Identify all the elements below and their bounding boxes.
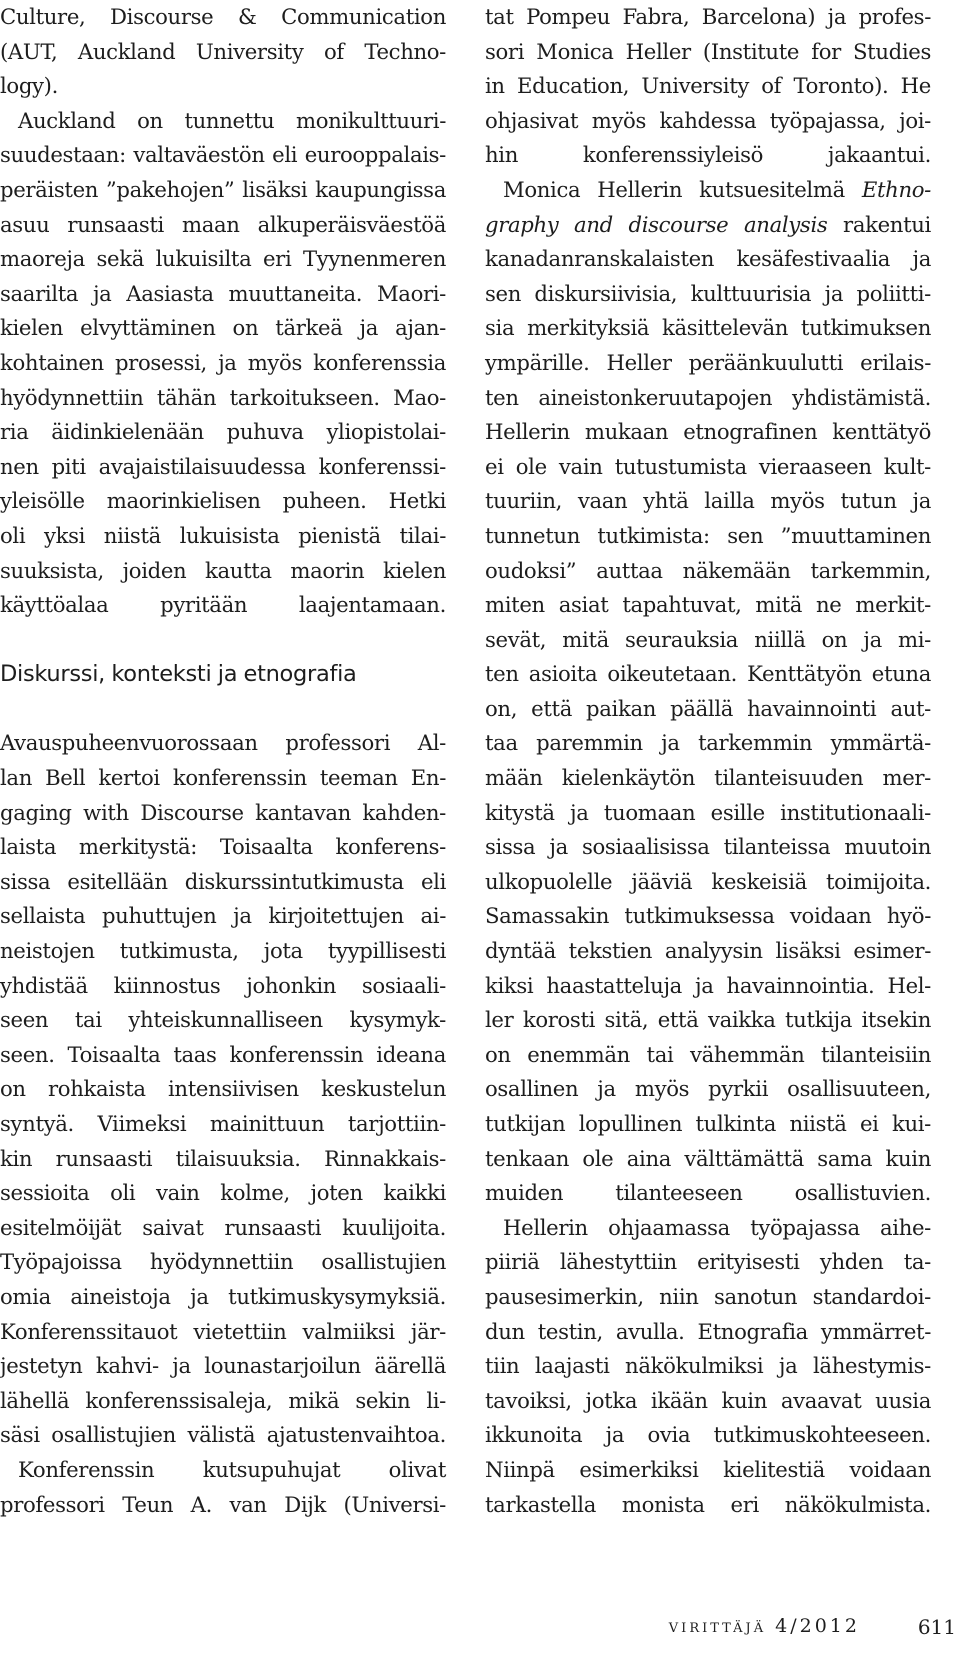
right-paragraph-d	[485, 242, 931, 1211]
text-line: ohjasivat myös kahdessa työpajassa, joi-	[485, 107, 931, 133]
text-line: ten aineistonkeruutapojen yhdistämistä.	[485, 384, 931, 410]
text-line: sen diskursiivisia, kulttuurisia ja poliitti-	[485, 280, 931, 306]
text-line: käyttöalaa pyritään laajentamaan.	[0, 592, 446, 618]
text-line: piiriä lähestyttiin erityisesti yhden ta-	[485, 1249, 931, 1275]
text-line: on rohkaista intensiivisen keskustelun	[0, 1076, 446, 1102]
text-line: tunnetun tutkimista: sen ”muuttaminen	[485, 522, 931, 548]
text-line: ler korosti sitä, että vaikka tutkija itsekin	[485, 1007, 931, 1033]
text-line: Niinpä esimerkiksi kielitestiä voidaan	[485, 1456, 931, 1482]
text-line: dun testin, avulla. Etnografia ymmärret-	[485, 1318, 931, 1344]
text-line: lan Bell kertoi konferenssin teeman En-	[0, 765, 446, 791]
text-line: sevät, mitä seurauksia niillä on ja mi-	[485, 626, 931, 652]
text-line: kielen elvyttäminen on tärkeä ja ajan-	[0, 315, 446, 341]
text-line: asuu runsaasti maan alkuperäisväestöä	[0, 211, 446, 237]
text-line: kin runsaasti tilaisuuksia. Rinnakkais-	[0, 1145, 446, 1171]
text-line: säsi osallistujien välistä ajatustenvaihtoa.	[0, 1422, 446, 1448]
text-line: sia merkityksiä käsittelevän tutkimuksen	[485, 315, 931, 341]
text-line: kitystä ja tuomaan esille institutionaali-	[485, 799, 931, 825]
text-line: seen. Toisaalta taas konferenssin ideana	[0, 1041, 446, 1067]
right-paragraph-e	[485, 1211, 931, 1522]
left-paragraphs-top	[0, 0, 446, 623]
text-line: laista merkitystä: Toisaalta konferens-	[0, 834, 446, 860]
text-run: Monica Hellerin kutsuesitelmä	[503, 176, 862, 202]
text-line: sellaista puhuttujen ja kirjoitettujen ai-	[0, 903, 446, 929]
text-line: tiin laajasti näkökulmiksi ja lähestymis-	[485, 1353, 931, 1379]
text-line: osallinen ja myös pyrkii osallisuuteen,	[485, 1076, 931, 1102]
text-line: ten asioita oikeutetaan. Kenttätyön etuna	[485, 661, 931, 687]
text-line: sissa esitellään diskurssintutkimusta eli	[0, 868, 446, 894]
text-line: peräisten ”pakehojen” lisäksi kaupungissa	[0, 176, 446, 202]
text-line: on, että paikan päällä havainnointi aut-	[485, 695, 931, 721]
text-line: syntyä. Viimeksi mainittuun tarjottiin-	[0, 1111, 446, 1136]
left-column	[0, 0, 446, 1522]
text-line: Culture, Discourse & Communication	[0, 4, 446, 29]
text-line	[485, 208, 931, 243]
text-line: dyntää tekstien analyysin lisäksi esimer-	[485, 938, 931, 964]
text-line: miten asiat tapahtuvat, mitä ne merkit-	[485, 592, 931, 618]
text-line: ei ole vain tutustumista vieraaseen kult-	[485, 453, 931, 479]
text-line: logy).	[0, 73, 58, 99]
page-footer	[0, 1615, 960, 1645]
text-line: on enemmän tai vähemmän tilanteisiin	[485, 1041, 931, 1067]
text-line: seen tai yhteiskunnalliseen kysymyk-	[0, 1007, 446, 1033]
text-line	[485, 173, 931, 208]
text-line: yhdistää kiinnostus johonkin sosiaali-	[0, 972, 446, 998]
text-line: neistojen tutkimusta, jota tyypillisesti	[0, 938, 446, 964]
text-line: suudestaan: valtaväestön eli eurooppalais-	[0, 142, 446, 168]
text-line: oudoksi” auttaa näkemään tarkemmin,	[485, 557, 931, 583]
text-line: hin konferenssiyleisö jakaantui.	[485, 142, 931, 168]
left-paragraphs-bottom	[0, 726, 446, 1522]
text-line: oli yksi niistä lukuisista pienistä tilai-	[0, 522, 446, 548]
italic-title-run: Ethno-	[861, 176, 931, 202]
text-line: ria äidinkielenään puhuva yliopistolai-	[0, 419, 446, 445]
text-line: esitelmöijät saivat runsaasti kuulijoita.	[0, 1214, 446, 1240]
text-line: professori Teun A. van Dijk (Universi-	[0, 1491, 446, 1517]
section-heading: Diskurssi, konteksti ja etnografia	[0, 661, 357, 688]
text-line: sissa ja sosiaalisissa tilanteissa muutoin	[485, 834, 931, 860]
text-line: Samassakin tutkimuksessa voidaan hyö-	[485, 903, 931, 929]
text-line: sessioita oli vain kolme, joten kaikki	[0, 1180, 446, 1206]
right-column	[485, 0, 931, 1522]
text-line: taa paremmin ja tarkemmin ymmärtä-	[485, 730, 931, 756]
text-line: tavoiksi, jotka ikään kuin avaavat uusia	[485, 1387, 931, 1413]
text-line: omia aineistoja ja tutkimuskysymyksiä.	[0, 1283, 446, 1309]
text-line: suuksista, joiden kautta maorin kielen	[0, 557, 446, 583]
italic-title-run: graphy and discourse analysis	[485, 211, 828, 237]
text-line: Auckland on tunnettu monikulttuuri-	[18, 107, 446, 133]
text-line: in Education, University of Toronto). He	[485, 73, 931, 99]
text-line: Hellerin mukaan etnografinen kenttätyö	[485, 419, 931, 445]
text-line: yleisölle maorinkielisen puheen. Hetki	[0, 488, 446, 514]
text-line: lähellä konferenssisaleja, mikä sekin li-	[0, 1387, 446, 1413]
text-line: Konferenssitauot vietettiin valmiiksi jär-	[0, 1318, 446, 1344]
text-line: mään kielenkäytön tilanteisuuden mer-	[485, 765, 931, 791]
text-line: kanadanranskalaisten kesäfestivaalia ja	[485, 246, 931, 272]
page-number: 611	[917, 1615, 956, 1639]
text-line: muiden tilanteeseen osallistuvien.	[485, 1180, 931, 1206]
text-line: tutkijan lopullinen tulkinta niistä ei kui-	[485, 1111, 931, 1136]
text-line: tenkaan ole aina välttämättä sama kuin	[485, 1145, 931, 1171]
text-line: jestetyn kahvi- ja lounastarjoilun äärellä	[0, 1353, 446, 1379]
text-line: Avauspuheenvuorossaan professori Al-	[0, 730, 446, 756]
text-line: pausesimerkin, niin sanotun standardoi-	[485, 1283, 931, 1309]
text-line: Hellerin ohjaamassa työpajassa aihe-	[503, 1214, 931, 1240]
text-line: Konferenssin kutsupuhujat olivat	[18, 1456, 446, 1482]
text-line: Työpajoissa hyödynnettiin osallistujien	[0, 1249, 446, 1275]
text-run: rakentui	[827, 211, 931, 237]
text-line: sori Monica Heller (Institute for Studies	[485, 38, 931, 64]
text-line: ikkunoita ja ovia tutkimuskohteeseen.	[485, 1422, 931, 1448]
right-paragraph-a	[485, 0, 931, 173]
text-line: maoreja sekä lukuisilta eri Tyynenmeren	[0, 246, 446, 272]
text-line: ulkopuolelle jääviä keskeisiä toimijoita.	[485, 868, 931, 894]
text-line: ympärille. Heller peräänkuulutti erilais-	[485, 349, 931, 375]
text-line: (AUT, Auckland University of Techno-	[0, 38, 446, 64]
text-line: tat Pompeu Fabra, Barcelona) ja profes-	[485, 4, 931, 29]
journal-issue: virittäjä 4/2012	[668, 1615, 860, 1637]
text-line: tuuriin, vaan yhtä lailla myös tutun ja	[485, 488, 931, 514]
text-line: kiksi haastatteluja ja havainnointia. Hel-	[485, 972, 931, 998]
text-line: tarkastella monista eri näkökulmista.	[485, 1491, 931, 1517]
text-line: saarilta ja Aasiasta muuttaneita. Maori-	[0, 280, 446, 306]
text-line: gaging with Discourse kantavan kahden-	[0, 799, 446, 825]
text-line: nen piti avajaistilaisuudessa konferenssi-	[0, 453, 446, 479]
text-line: kohtainen prosessi, ja myös konferenssia	[0, 349, 446, 375]
text-line: hyödynnettiin tähän tarkoitukseen. Mao-	[0, 384, 446, 410]
